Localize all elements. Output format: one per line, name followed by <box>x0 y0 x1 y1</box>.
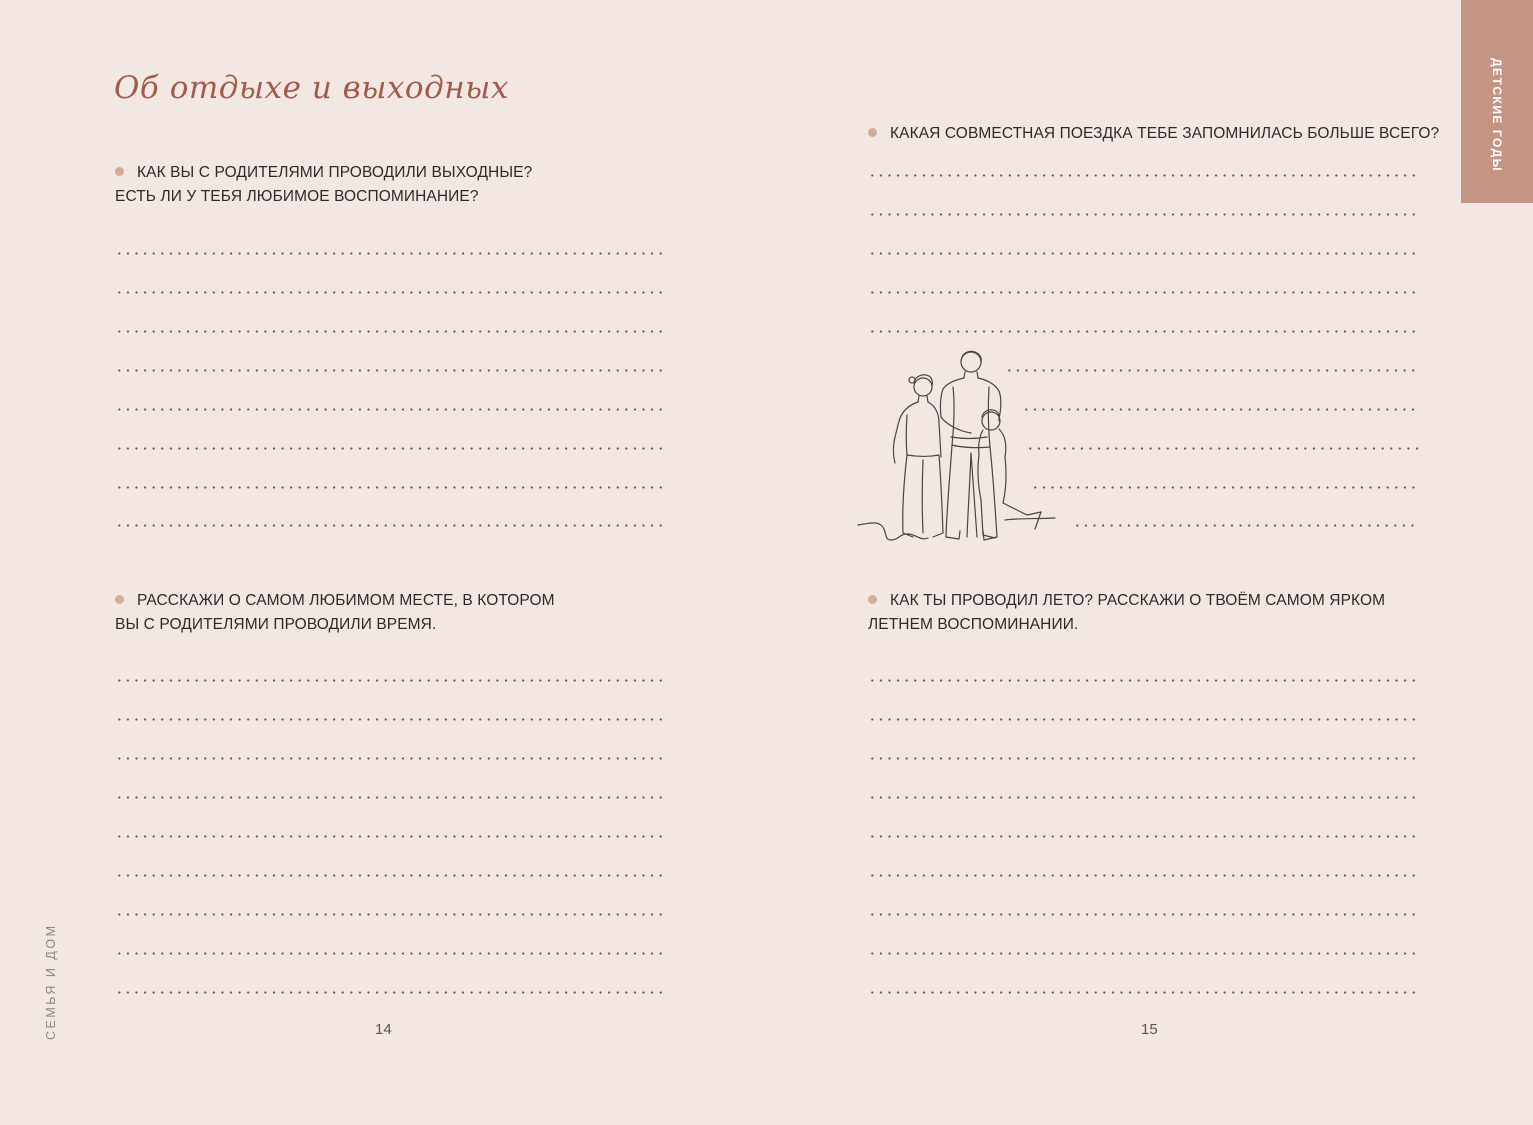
question-text: РАССКАЖИ О САМОМ ЛЮБИМОМ МЕСТЕ, В КОТОРОМ <box>137 592 555 609</box>
question-weekends <box>115 161 532 209</box>
question-summer <box>868 589 1385 637</box>
answer-line-trip[interactable] <box>868 213 1420 216</box>
answer-line-trip[interactable] <box>868 291 1420 294</box>
answer-line-trip[interactable] <box>1026 447 1420 450</box>
answer-line-summer[interactable] <box>868 796 1420 799</box>
answer-line-place[interactable] <box>115 913 667 916</box>
answer-line-place[interactable] <box>115 757 667 760</box>
question-trip <box>868 122 1439 146</box>
answer-line-place[interactable] <box>115 718 667 721</box>
adult-figure <box>940 351 1000 540</box>
answer-line-trip[interactable] <box>1073 524 1420 527</box>
answer-line-weekends[interactable] <box>115 369 667 372</box>
question-line <box>868 589 1385 613</box>
ground-line <box>1005 518 1055 520</box>
answer-line-weekends[interactable] <box>115 291 667 294</box>
page-number-right: 15 <box>1141 1021 1158 1038</box>
answer-line-trip[interactable] <box>1005 369 1420 372</box>
answer-line-place[interactable] <box>115 679 667 682</box>
answer-line-place[interactable] <box>115 835 667 838</box>
page-number-left: 14 <box>375 1021 392 1038</box>
answer-line-weekends[interactable] <box>115 408 667 411</box>
bullet-icon <box>868 595 877 604</box>
answer-line-weekends[interactable] <box>115 524 667 527</box>
question-line <box>868 122 1439 146</box>
answer-line-summer[interactable] <box>868 952 1420 955</box>
answer-line-summer[interactable] <box>868 718 1420 721</box>
question-text: КАКАЯ СОВМЕСТНАЯ ПОЕЗДКА ТЕБЕ ЗАПОМНИЛАСЬ БОЛЬШЕ ВСЕГО? <box>890 125 1440 142</box>
answer-line-place[interactable] <box>115 796 667 799</box>
answer-line-trip[interactable] <box>868 174 1420 177</box>
answer-line-summer[interactable] <box>868 874 1420 877</box>
answer-line-place[interactable] <box>115 874 667 877</box>
question-text: КАК ВЫ С РОДИТЕЛЯМИ ПРОВОДИЛИ ВЫХОДНЫЕ? <box>137 164 533 181</box>
family-illustration <box>855 345 1060 565</box>
answer-line-trip[interactable] <box>868 330 1420 333</box>
answer-line-weekends[interactable] <box>115 486 667 489</box>
answer-line-trip[interactable] <box>1031 486 1420 489</box>
answer-line-summer[interactable] <box>868 757 1420 760</box>
bullet-icon <box>115 595 124 604</box>
page-title: Об отдыхе и выходных <box>114 70 509 106</box>
question-line <box>115 161 532 185</box>
question-text: КАК ТЫ ПРОВОДИЛ ЛЕТО? РАССКАЖИ О ТВОЁМ САМОМ ЯРКОМ <box>890 592 1386 609</box>
answer-line-trip[interactable] <box>1022 408 1420 411</box>
section-label: СЕМЬЯ И ДОМ <box>44 923 58 1040</box>
side-tab-label: ДЕТСКИЕ ГОДЫ <box>1490 58 1504 172</box>
ground-line <box>858 523 928 540</box>
answer-line-weekends[interactable] <box>115 252 667 255</box>
answer-line-weekends[interactable] <box>115 330 667 333</box>
answer-line-trip[interactable] <box>868 252 1420 255</box>
answer-line-weekends[interactable] <box>115 447 667 450</box>
question-line: ЕСТЬ ЛИ У ТЕБЯ ЛЮБИМОЕ ВОСПОМИНАНИЕ? <box>115 188 479 205</box>
answer-line-summer[interactable] <box>868 991 1420 994</box>
question-line: ЛЕТНЕМ ВОСПОМИНАНИИ. <box>868 616 1079 633</box>
answer-line-place[interactable] <box>115 952 667 955</box>
answer-line-summer[interactable] <box>868 679 1420 682</box>
bullet-icon <box>115 167 124 176</box>
answer-line-place[interactable] <box>115 991 667 994</box>
question-line: ВЫ С РОДИТЕЛЯМИ ПРОВОДИЛИ ВРЕМЯ. <box>115 616 437 633</box>
answer-line-summer[interactable] <box>868 913 1420 916</box>
side-tab[interactable] <box>1461 0 1533 203</box>
question-place <box>115 589 555 637</box>
question-line <box>115 589 555 613</box>
older-child-figure <box>894 375 944 537</box>
bullet-icon <box>868 128 877 137</box>
answer-line-summer[interactable] <box>868 835 1420 838</box>
